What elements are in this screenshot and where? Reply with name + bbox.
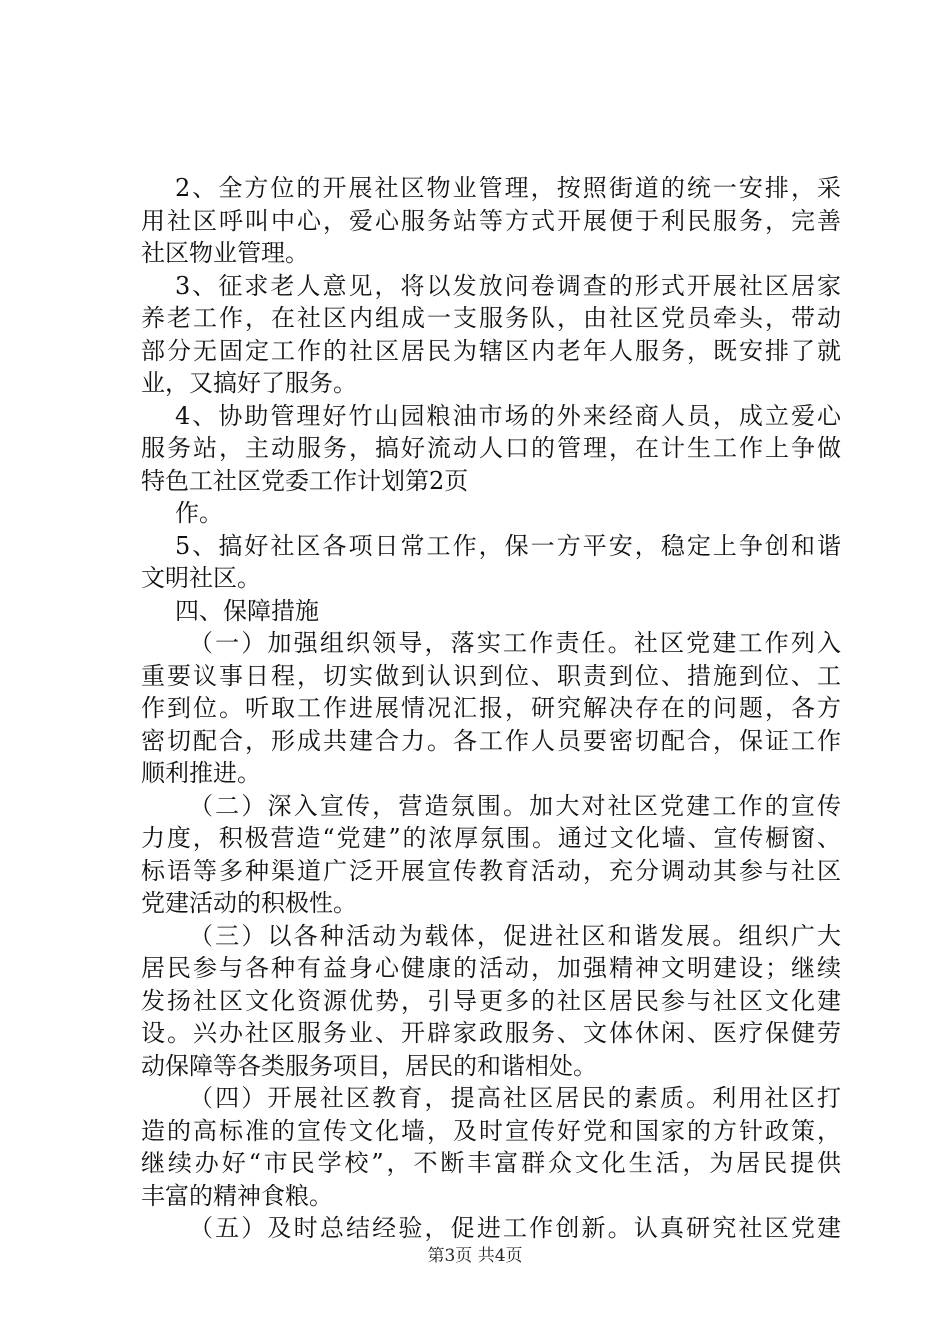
text-line: （三）以各种活动为载体，促进社区和谐发展。组织广大 — [189, 921, 841, 950]
text-line: 密切配合，形成共建合力。各工作人员要密切配合，保证工作 — [141, 726, 841, 755]
text-line: 标语等多种渠道广泛开展宣传教育活动，充分调动其参与社区 — [141, 856, 841, 885]
text-line: 4、协助管理好竹山园粮油市场的外来经商人员，成立爱心 — [175, 401, 841, 430]
text-line: （二）深入宣传，营造氛围。加大对社区党建工作的宣传 — [189, 791, 841, 820]
text-line: 部分无固定工作的社区居民为辖区内老年人服务，既安排了就 — [141, 336, 841, 365]
text-line: 力度，积极营造“党建”的浓厚氛围。通过文化墙、宣传橱窗、 — [141, 824, 841, 852]
text-line: 丰富的精神食粮。 — [141, 1181, 333, 1210]
text-line: 5、搞好社区各项日常工作，保一方平安，稳定上争创和谐 — [175, 531, 841, 560]
text-line: 顺利推进。 — [141, 759, 261, 787]
text-line: 特色工社区党委工作计划第2页 — [141, 466, 469, 495]
text-line: （一）加强组织领导，落实工作责任。社区党建工作列入 — [189, 629, 841, 657]
text-line: 党建活动的积极性。 — [141, 889, 357, 917]
text-line: 发扬社区文化资源优势，引导更多的社区居民参与社区文化建 — [141, 986, 841, 1015]
text-line: （五）及时总结经验，促进工作创新。认真研究社区党建 — [189, 1214, 841, 1242]
text-line: 业，又搞好了服务。 — [141, 369, 357, 397]
text-line: 动保障等各类服务项目，居民的和谐相处。 — [141, 1051, 597, 1080]
text-line: 社区物业管理。 — [141, 239, 309, 267]
text-line: 作。 — [175, 499, 223, 527]
text-line: 文明社区。 — [141, 564, 261, 592]
text-line: 重要议事日程，切实做到认识到位、职责到位、措施到位、工 — [141, 661, 841, 690]
text-line: 居民参与各种有益身心健康的活动，加强精神文明建设；继续 — [141, 954, 841, 982]
text-line: 2、全方位的开展社区物业管理，按照街道的统一安排，采 — [175, 174, 841, 202]
text-line: 服务站，主动服务，搞好流动人口的管理，在计生工作上争做 — [141, 434, 841, 462]
text-line: 用社区呼叫中心，爱心服务站等方式开展便于利民服务，完善 — [141, 206, 841, 235]
text-line: 四、保障措施 — [175, 596, 319, 625]
text-line: （四）开展社区教育，提高社区居民的素质。利用社区打 — [189, 1084, 841, 1112]
page-footer: 第3页 共4页 — [427, 1246, 523, 1266]
text-line: 设。兴办社区服务业、开辟家政服务、文体休闲、医疗保健劳 — [141, 1019, 841, 1047]
text-line: 养老工作，在社区内组成一支服务队，由社区党员牵头，带动 — [141, 304, 841, 332]
text-line: 3、征求老人意见，将以发放问卷调查的形式开展社区居家 — [175, 271, 841, 300]
text-line: 继续办好“市民学校”，不断丰富群众文化生活，为居民提供 — [141, 1149, 841, 1177]
text-line: 作到位。听取工作进展情况汇报，研究解决存在的问题，各方 — [141, 694, 841, 722]
text-line: 造的高标准的宣传文化墙，及时宣传好党和国家的方针政策， — [141, 1116, 841, 1145]
document-body — [141, 172, 841, 1245]
